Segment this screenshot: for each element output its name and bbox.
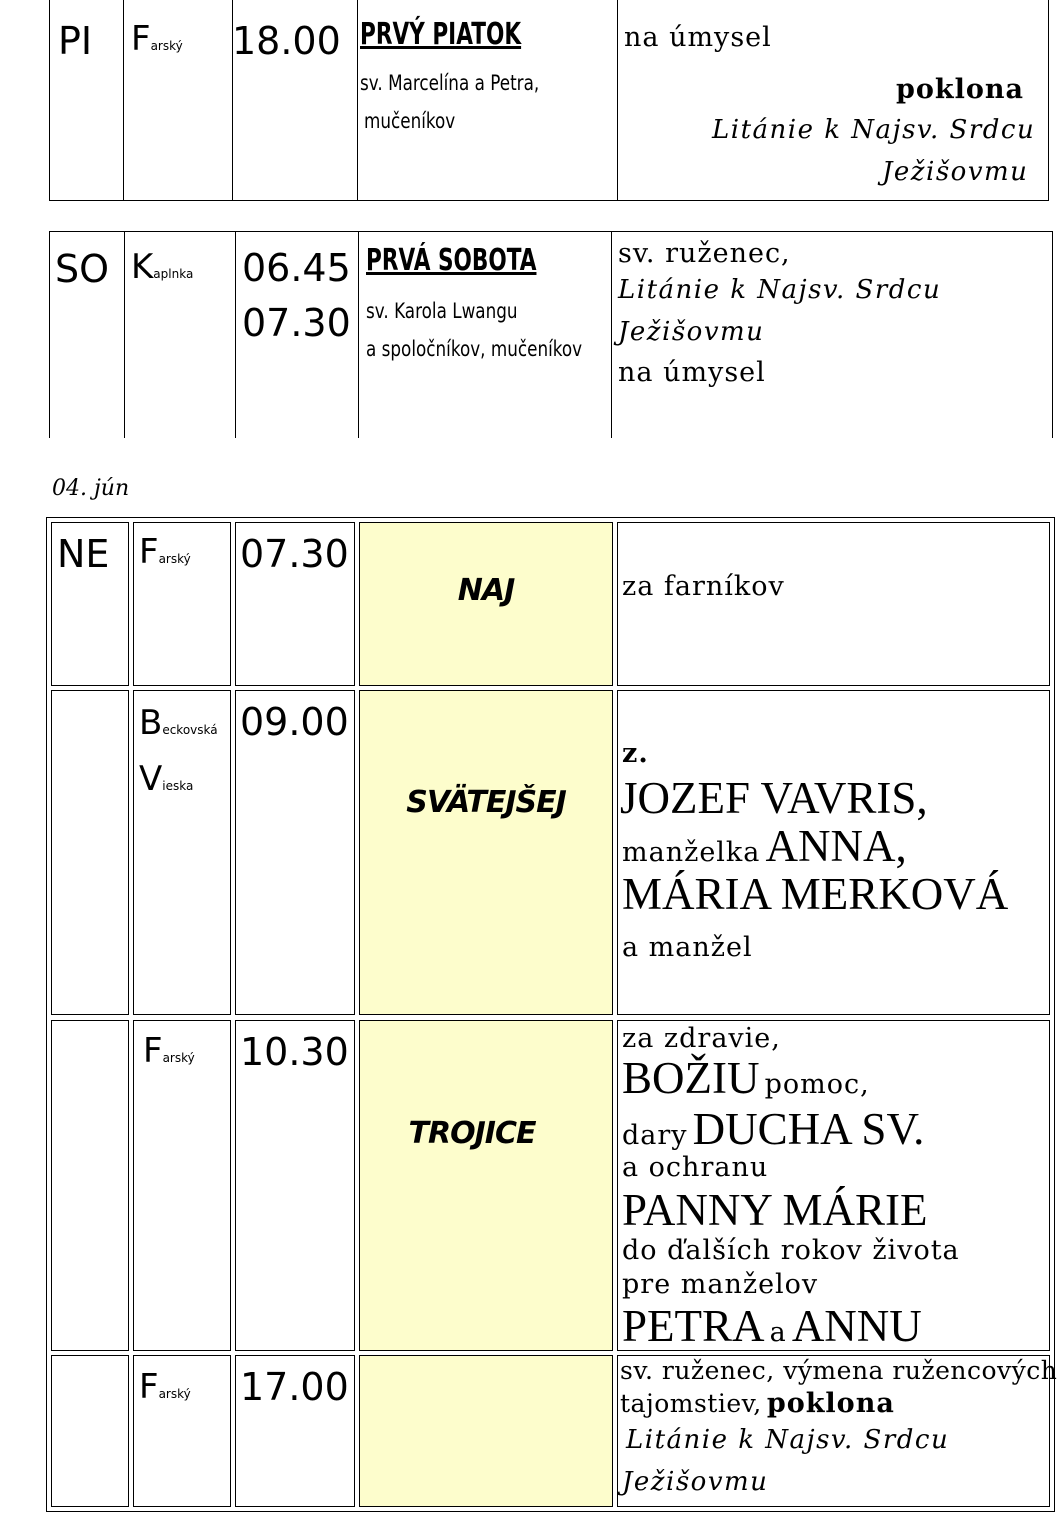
date-label: 04. jún xyxy=(52,476,130,501)
divider xyxy=(611,231,612,438)
intent-text: na úmysel xyxy=(624,22,772,53)
divider xyxy=(358,231,359,438)
divider xyxy=(1052,231,1053,438)
litany-text: Ježišovmu xyxy=(622,1467,769,1497)
feast-title: PRVÁ SOBOTA xyxy=(366,243,537,278)
saint-line: mučeníkov xyxy=(364,109,456,133)
place-initial: K xyxy=(131,247,154,287)
place-initial: V xyxy=(139,759,163,799)
divider xyxy=(617,0,618,201)
feast-cell xyxy=(359,1020,613,1351)
feast-text: NAJ xyxy=(457,573,515,608)
mass-time: 06.45 xyxy=(242,246,351,290)
litany-text: Ježišovmu xyxy=(618,317,765,347)
intent-text: pre manželov xyxy=(622,1269,819,1300)
divider xyxy=(357,0,358,201)
mass-time: 09.00 xyxy=(240,700,349,744)
place-rest: arský xyxy=(150,39,183,53)
mass-time: 17.00 xyxy=(240,1365,349,1409)
day-label: NE xyxy=(57,532,110,576)
mass-time: 10.30 xyxy=(240,1030,349,1074)
intent-text: za zdravie, xyxy=(622,1023,781,1054)
saint-line: sv. Marcelína a Petra, xyxy=(360,71,540,95)
place-initial: B xyxy=(139,703,163,743)
intent-name: DUCHA SV. xyxy=(692,1104,925,1154)
place-rest: ieska xyxy=(162,779,194,793)
intent-name: ANNA, xyxy=(765,821,907,871)
place-initial: F xyxy=(139,532,159,572)
place-label xyxy=(139,703,218,743)
intent-text: za farníkov xyxy=(622,571,785,602)
day-cell xyxy=(51,690,129,1015)
day-label: SO xyxy=(55,247,110,291)
saint-line: a spoločníkov, mučeníkov xyxy=(366,337,583,361)
place-initial: F xyxy=(131,19,151,59)
place-label xyxy=(139,532,191,572)
day-cell xyxy=(51,1020,129,1351)
divider xyxy=(1048,0,1049,201)
place-rest: arský xyxy=(162,1051,195,1065)
saint-line: sv. Karola Lwangu xyxy=(366,299,518,323)
place-label xyxy=(131,247,194,287)
intent-bold: poklona xyxy=(896,74,1024,105)
intent-name: PETRA xyxy=(622,1301,765,1351)
feast-text: TROJICE xyxy=(408,1116,536,1151)
place-initial: F xyxy=(143,1031,163,1071)
mass-time: 07.30 xyxy=(242,301,351,345)
mass-time: 07.30 xyxy=(240,532,349,576)
divider xyxy=(49,0,50,201)
divider xyxy=(235,231,236,438)
litany-text: Ježišovmu xyxy=(882,157,1029,187)
place-label xyxy=(139,759,194,799)
intent-text: a xyxy=(769,1317,787,1348)
intent-name: JOZEF VAVRIS, xyxy=(620,773,928,823)
intent-text: do ďalších rokov života xyxy=(622,1235,960,1266)
intent-text: sv. ruženec, xyxy=(618,238,791,269)
day-label: PI xyxy=(58,19,93,63)
mass-time: 18.00 xyxy=(232,19,341,63)
intent-text: tajomstiev, xyxy=(620,1389,762,1418)
place-rest: aplnka xyxy=(153,267,194,281)
divider xyxy=(49,231,50,438)
divider xyxy=(49,200,1049,201)
intent-text: dary xyxy=(622,1120,688,1151)
place-rest: eckovská xyxy=(162,723,218,737)
intent-text: na úmysel xyxy=(618,357,766,388)
litany-text: Litánie k Najsv. Srdcu xyxy=(626,1425,950,1455)
intent-text: sv. ruženec, výmena ružencových xyxy=(620,1356,1058,1385)
place-label xyxy=(131,19,183,59)
intent-line xyxy=(622,1104,925,1154)
place-initial: F xyxy=(139,1367,159,1407)
place-rest: arský xyxy=(158,552,191,566)
intent-text: z. xyxy=(622,738,649,769)
divider xyxy=(124,231,125,438)
intent-text: a manžel xyxy=(622,932,753,963)
feast-text: SVÄTEJŠEJ xyxy=(406,785,566,820)
litany-text: Litánie k Najsv. Srdcu xyxy=(618,275,942,305)
litany-text: Litánie k Najsv. Srdcu xyxy=(712,115,1036,145)
divider xyxy=(49,231,1053,232)
feast-title: PRVÝ PIATOK xyxy=(360,17,522,52)
feast-cell xyxy=(359,1355,613,1507)
intent-text: a ochranu xyxy=(622,1152,769,1183)
intent-cell xyxy=(617,522,1050,686)
intent-name: MÁRIA MERKOVÁ xyxy=(622,869,1009,919)
intent-name: BOŽIU xyxy=(622,1053,760,1103)
intent-text: manželka xyxy=(622,837,761,868)
day-cell xyxy=(51,1355,129,1507)
intent-name: PANNY MÁRIE xyxy=(622,1185,928,1235)
intent-line xyxy=(622,821,907,871)
place-rest: arský xyxy=(158,1387,191,1401)
feast-cell xyxy=(359,690,613,1015)
intent-line xyxy=(622,1053,870,1103)
divider xyxy=(123,0,124,201)
intent-name: ANNU xyxy=(791,1301,922,1351)
intent-line xyxy=(620,1388,895,1419)
intent-bold: poklona xyxy=(766,1388,895,1419)
intent-text: pomoc, xyxy=(764,1069,870,1100)
place-label xyxy=(143,1031,195,1071)
intent-line xyxy=(622,1301,922,1351)
place-label xyxy=(139,1367,191,1407)
